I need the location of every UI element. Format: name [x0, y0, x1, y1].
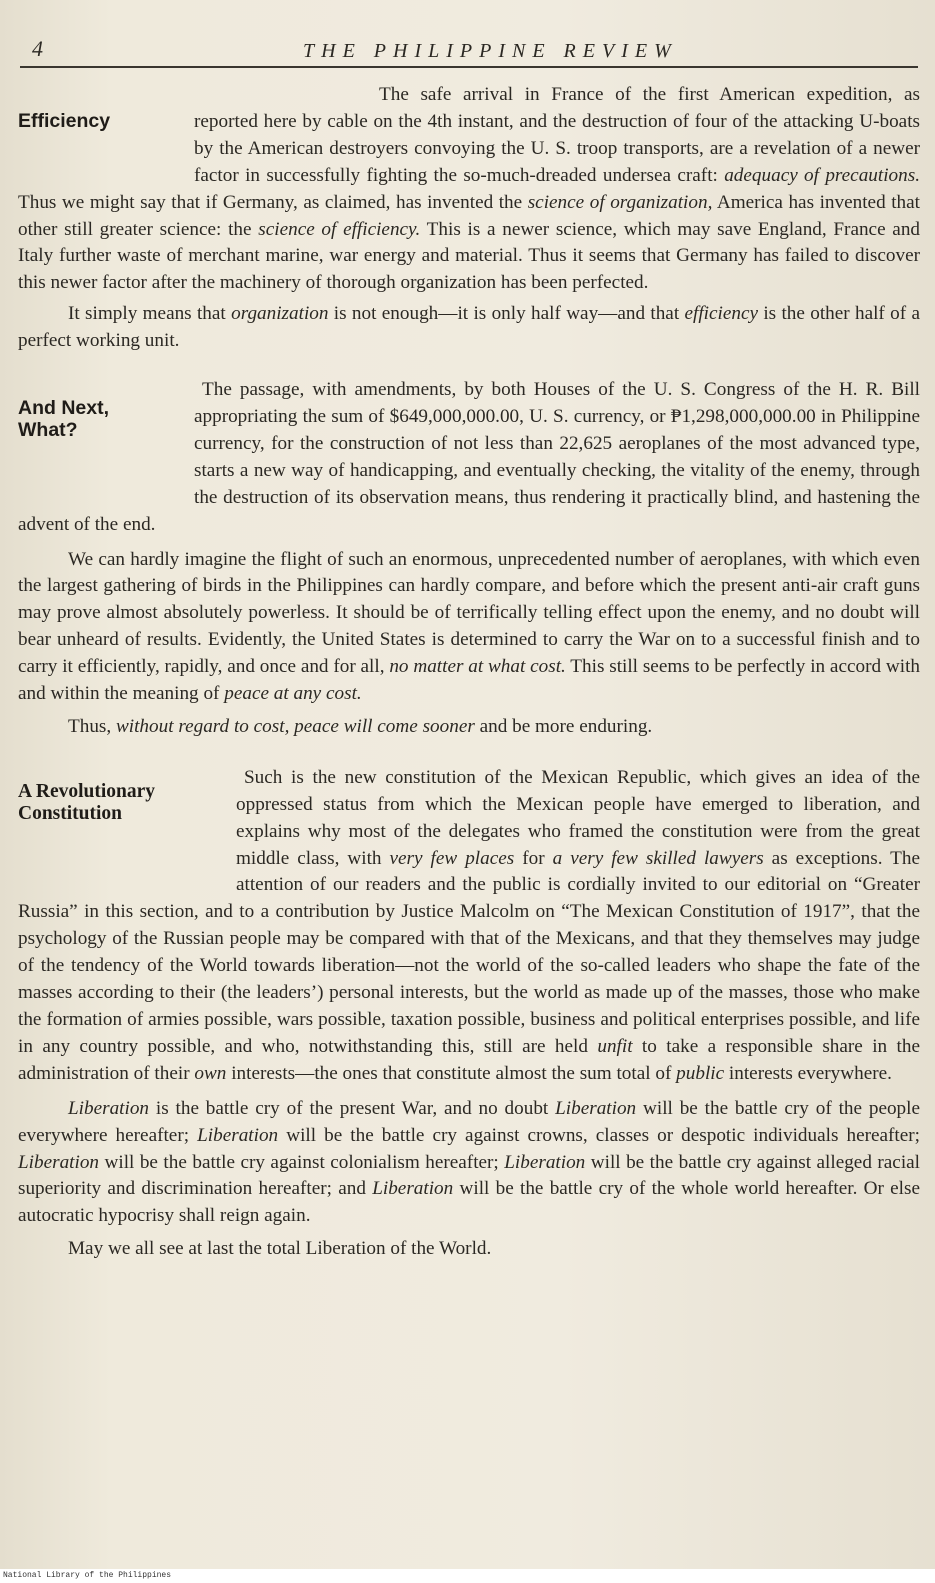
header-rule	[20, 66, 918, 68]
side-heading-efficiency: Efficiency	[18, 110, 111, 132]
revolutionary-paragraph-3: May we all see at last the total Liberation of the World.	[68, 1238, 492, 1260]
revolutionary-paragraph-1: Such is the new constitution of the Mexican Republic, which gives an idea of the oppressed status from which the Mexican people have emerged to liberation, and explains why most of the delegates who framed the constitution were from the great middle class, with very few places for a very few skilled lawyers as exceptions. The attention of our readers and the public is cordially invited to our editorial on “Greater Russia” in this section, and to a contribution by Justice Malcolm on “The Mexican Constitution of 1917”, that the psychology of the Russian people may be compared with that of the Mexicans, and that they themselves may judge of the tendency of the World towards liberation—not the world of the so-called leaders who shape the fate of the masses according to their (the leaders’) personal interests, but the world as made up of the masses, those who make the formation of armies possible, wars possible, taxation possible, business and political enterprises possible, and life in any country possible, and who, notwithstanding this, still are held unfit to take a responsible share in the administration of their own interests—the ones that constitute almost the sum total of public interests everywhere.	[18, 766, 921, 1084]
next-paragraph-1: The passage, with amendments, by both Houses of the U. S. Congress of the H. R. Bill appropriating the sum of $649,000,000.00, U. S. currency, or ₱1,298,000,000.00 in Philippine currency, for the construction of not less than 22,625 aeroplanes of the most advanced type, starts a new way of handicapping, and eventually checking, the vitality of the enemy, through the destruction of its observation means, thus rendering it practically blind, and hastening the advent of the end.	[18, 379, 920, 535]
section-efficiency	[18, 82, 920, 355]
page-number: 4	[32, 36, 43, 61]
revolutionary-paragraph-2: Liberation is the battle cry of the present War, and no doubt Liberation will be the battle cry of the people everywhere hereafter; Liberation will be the battle cry against crowns, classes or despotic individuals hereafter; Liberation will be the battle cry against colonialism hereafter; Liberation will be the battle cry against alleged racial superiority and discrimination hereafter; and Liberation will be the battle cry of the whole world hereafter. Or else autocratic hypocrisy shall reign again.	[18, 1097, 921, 1227]
efficiency-paragraph-1: The safe arrival in France of the first American expedition, as reported here by cable on the 4th instant, and the destruction of four of the attacking U-boats by the American destroyers convoying the U. S. troop transports, are a revelation of a newer factor in successfully fighting the so-much-dreaded undersea craft: adequacy of precautions. Thus we might say that if Germany, as claimed, has invented the science of organization, America has invented that other still greater science: the science of efficiency. This is a newer science, which may save England, France and Italy further waste of merchant marine, war energy and material. Thus it seems that Germany has failed to discover this newer factor after the machinery of thorough organization has been perfected.	[18, 84, 921, 294]
side-heading-and-next-what: And Next, What?	[18, 397, 110, 442]
efficiency-paragraph-2: It simply means that organization is not enough—it is only half way—and that efficiency is the other half of a perfect working unit.	[18, 303, 920, 352]
next-paragraph-3: Thus, without regard to cost, peace will come sooner and be more enduring.	[68, 715, 653, 737]
section-and-next-what	[18, 377, 920, 741]
running-header	[20, 36, 920, 70]
side-heading-revolutionary-constitution: A Revolutionary Constitution	[18, 780, 156, 824]
journal-title: THE PHILIPPINE REVIEW	[303, 40, 678, 62]
next-paragraph-2: We can hardly imagine the flight of such an enormous, unprecedented number of aeroplanes, with which even the largest gathering of birds in the Philippines can hardly compare, and before which the present anti-air craft guns may prove almost absolutely powerless. It should be of terrifically telling effect upon the enemy, and no doubt will bear unheard of results. Evidently, the United States is determined to carry the War on to a successful finish and to carry it efficiently, rapidly, and once and for all, no matter at what cost. This still seems to be perfectly in accord with and within the meaning of peace at any cost.	[18, 548, 920, 705]
page-body	[18, 82, 920, 1263]
library-credit: National Library of the Philippines	[0, 1569, 935, 1583]
section-revolutionary-constitution	[18, 765, 920, 1263]
